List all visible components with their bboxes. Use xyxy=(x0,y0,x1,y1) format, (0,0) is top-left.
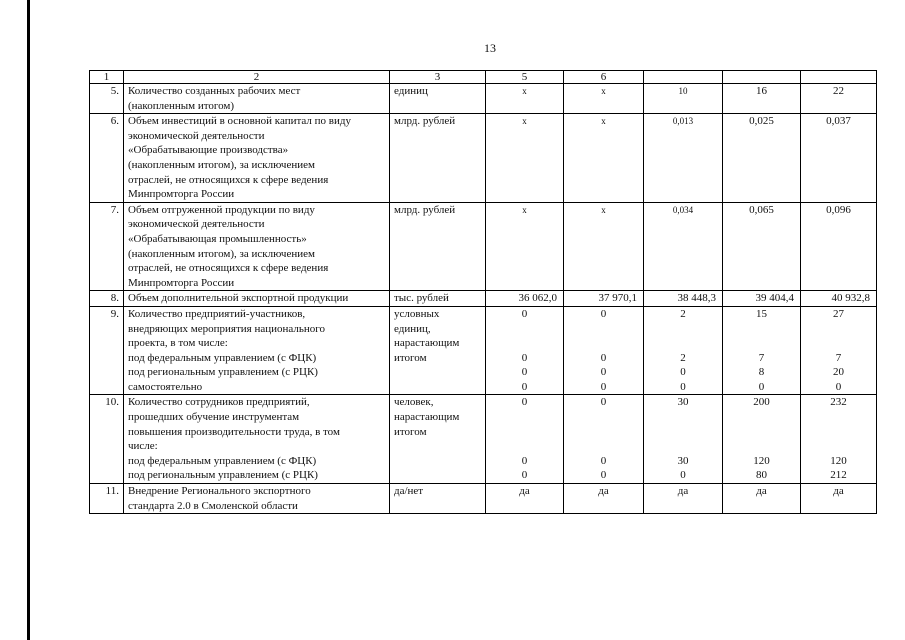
page-number: 13 xyxy=(484,41,496,55)
value-cell: х xyxy=(564,114,644,203)
value-cell: 40 932,8 xyxy=(801,291,877,307)
value-cell: 27 7 20 0 xyxy=(801,306,877,395)
value-cell: х xyxy=(486,114,564,203)
indicator-name: Количество предприятий-участников, внедряющих мероприятия национального проекта, в том числе: под федеральным управлением (с ФЦК) под региональным управлением (с РЦК) самостоятельно xyxy=(124,306,390,395)
value-cell: 200 120 80 xyxy=(723,395,801,484)
indicator-name: Количество созданных рабочих мест (накопленным итогом) xyxy=(124,84,390,114)
header-cell: 1 xyxy=(90,71,124,84)
table-row xyxy=(90,114,877,203)
table-row xyxy=(90,484,877,514)
value-cell: х xyxy=(486,84,564,114)
value-cell: 37 970,1 xyxy=(564,291,644,307)
indicator-name: Внедрение Регионального экспортного стандарта 2.0 в Смоленской области xyxy=(124,484,390,514)
indicator-name: Количество сотрудников предприятий, прошедших обучение инструментам повышения производительности труда, в том числе: под федеральным управлением (с ФЦК) под региональным управлением (с РЦК) xyxy=(124,395,390,484)
row-number: 10. xyxy=(90,395,124,484)
value-cell: да xyxy=(564,484,644,514)
value-cell: 22 xyxy=(801,84,877,114)
value-cell: 0 0 0 0 xyxy=(486,306,564,395)
indicator-name: Объем инвестиций в основной капитал по виду экономической деятельности «Обрабатывающие производства» (накопленным итогом), за исключением отраслей, не относящихся к сфере ведения Минпромторга России xyxy=(124,114,390,203)
value-cell: да xyxy=(644,484,723,514)
header-cell xyxy=(801,71,877,84)
indicator-name: Объем дополнительной экспортной продукции xyxy=(124,291,390,307)
table-row xyxy=(90,84,877,114)
value-cell: 16 xyxy=(723,84,801,114)
value-cell: 0 0 0 0 xyxy=(564,306,644,395)
value-cell: 0,096 xyxy=(801,202,877,291)
table-row xyxy=(90,291,877,307)
value-cell: 36 062,0 xyxy=(486,291,564,307)
row-number: 11. xyxy=(90,484,124,514)
unit-of-measure: условных единиц, нарастающим итогом xyxy=(390,306,486,395)
value-cell: 232 120 212 xyxy=(801,395,877,484)
value-cell: 0 0 0 xyxy=(486,395,564,484)
value-cell: 30 30 0 xyxy=(644,395,723,484)
indicators-table xyxy=(89,70,877,514)
value-cell: 38 448,3 xyxy=(644,291,723,307)
unit-of-measure: да/нет xyxy=(390,484,486,514)
row-number: 7. xyxy=(90,202,124,291)
value-cell: 2 2 0 0 xyxy=(644,306,723,395)
header-cell xyxy=(723,71,801,84)
table-row xyxy=(90,395,877,484)
row-number: 5. xyxy=(90,84,124,114)
value-cell: да xyxy=(486,484,564,514)
header-cell: 3 xyxy=(390,71,486,84)
value-cell: 0,037 xyxy=(801,114,877,203)
value-cell: да xyxy=(801,484,877,514)
header-cell xyxy=(644,71,723,84)
table-header-row xyxy=(90,71,877,84)
value-cell: х xyxy=(564,84,644,114)
value-cell: 0,013 xyxy=(644,114,723,203)
row-number: 8. xyxy=(90,291,124,307)
indicator-name: Объем отгруженной продукции по виду экономической деятельности «Обрабатывающая промышленность» (накопленным итогом), за исключением отраслей, не относящихся к сфере ведения Минпромторга России xyxy=(124,202,390,291)
value-cell: х xyxy=(564,202,644,291)
value-cell: 39 404,4 xyxy=(723,291,801,307)
unit-of-measure: млрд. рублей xyxy=(390,114,486,203)
value-cell: 15 7 8 0 xyxy=(723,306,801,395)
value-cell: х xyxy=(486,202,564,291)
table-row xyxy=(90,306,877,395)
header-cell: 6 xyxy=(564,71,644,84)
value-cell: да xyxy=(723,484,801,514)
page-edge-rule xyxy=(27,0,30,640)
unit-of-measure: тыс. рублей xyxy=(390,291,486,307)
header-cell: 2 xyxy=(124,71,390,84)
value-cell: 0,034 xyxy=(644,202,723,291)
unit-of-measure: млрд. рублей xyxy=(390,202,486,291)
value-cell: 0,025 xyxy=(723,114,801,203)
unit-of-measure: человек, нарастающим итогом xyxy=(390,395,486,484)
unit-of-measure: единиц xyxy=(390,84,486,114)
table-row xyxy=(90,202,877,291)
value-cell: 10 xyxy=(644,84,723,114)
row-number: 9. xyxy=(90,306,124,395)
value-cell: 0,065 xyxy=(723,202,801,291)
value-cell: 0 0 0 xyxy=(564,395,644,484)
header-cell: 5 xyxy=(486,71,564,84)
row-number: 6. xyxy=(90,114,124,203)
